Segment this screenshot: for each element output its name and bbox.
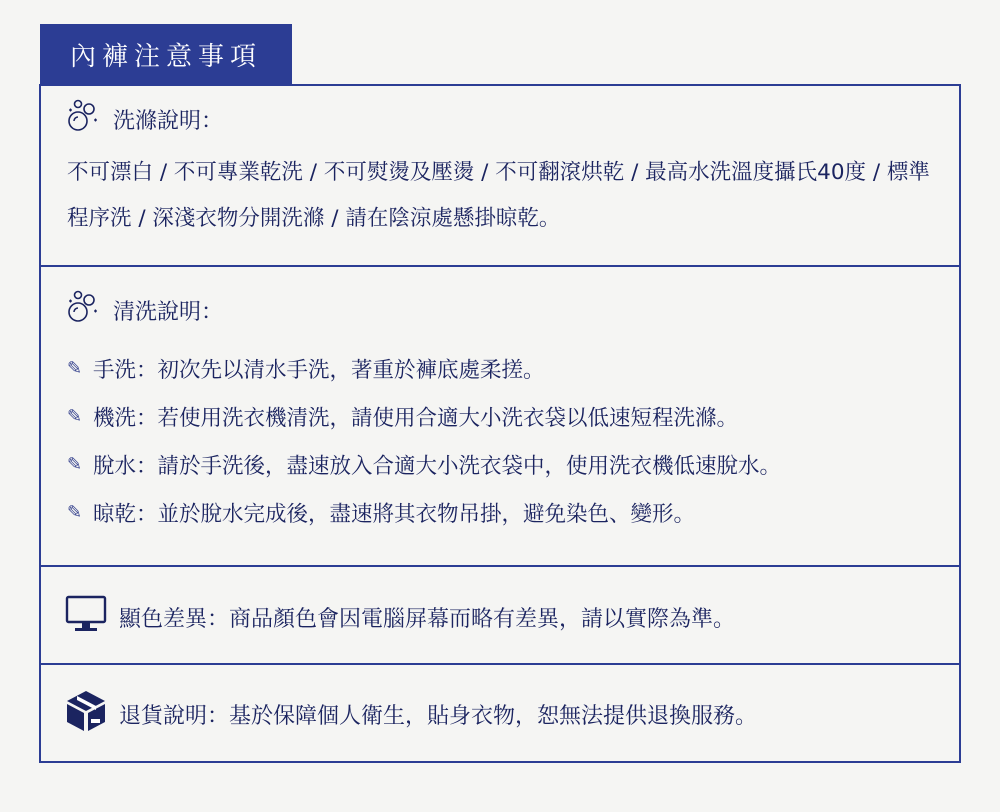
bubbles-icon <box>65 98 101 140</box>
returns-row <box>65 689 757 739</box>
cleaning-header <box>65 289 223 331</box>
cleaning-item-spin-dry: 脫水：請於手洗後，盡速放入合適大小洗衣袋中，使用洗衣機低速脫水。 <box>93 454 782 479</box>
color-difference-text: 顯色差異：商品顏色會因電腦屏幕而略有差異，請以實際為準。 <box>119 606 736 632</box>
washing-instructions: 不可漂白 / 不可專業乾洗 / 不可熨燙及壓燙 / 不可翻滾烘乾 / 最高水洗溫度攝氏40度 / 標準程序洗 / 深淺衣物分開洗滌 / 請在陰涼處懸掛晾乾。 <box>67 160 930 231</box>
list-item <box>67 401 738 432</box>
color-difference-section <box>39 565 961 665</box>
pencil-icon: ✎ <box>67 358 83 379</box>
bubbles-icon <box>65 289 101 331</box>
cleaning-item-hand-wash: 手洗：初次先以清水手洗，著重於褲底處柔搓。 <box>93 358 545 383</box>
list-item <box>67 353 545 384</box>
pencil-icon: ✎ <box>67 502 83 523</box>
washing-section <box>39 84 961 267</box>
page-title: 內褲注意事項 <box>40 24 292 84</box>
monitor-icon <box>65 595 107 639</box>
returns-section <box>39 663 961 763</box>
washing-label: 洗滌說明： <box>113 108 224 134</box>
cleaning-section <box>39 265 961 567</box>
pencil-icon: ✎ <box>67 406 83 427</box>
package-icon <box>65 689 107 739</box>
pencil-icon: ✎ <box>67 454 83 475</box>
returns-text: 退貨說明：基於保障個人衛生，貼身衣物，恕無法提供退換服務。 <box>119 703 758 729</box>
list-item <box>67 449 781 480</box>
cleaning-label: 清洗說明： <box>113 299 224 325</box>
cleaning-item-air-dry: 晾乾：並於脫水完成後，盡速將其衣物吊掛，避免染色、變形。 <box>93 502 696 527</box>
washing-header <box>65 98 223 140</box>
list-item <box>67 497 695 528</box>
color-difference-row <box>65 595 735 639</box>
cleaning-item-machine-wash: 機洗：若使用洗衣機清洗，請使用合適大小洗衣袋以低速短程洗滌。 <box>93 406 739 431</box>
